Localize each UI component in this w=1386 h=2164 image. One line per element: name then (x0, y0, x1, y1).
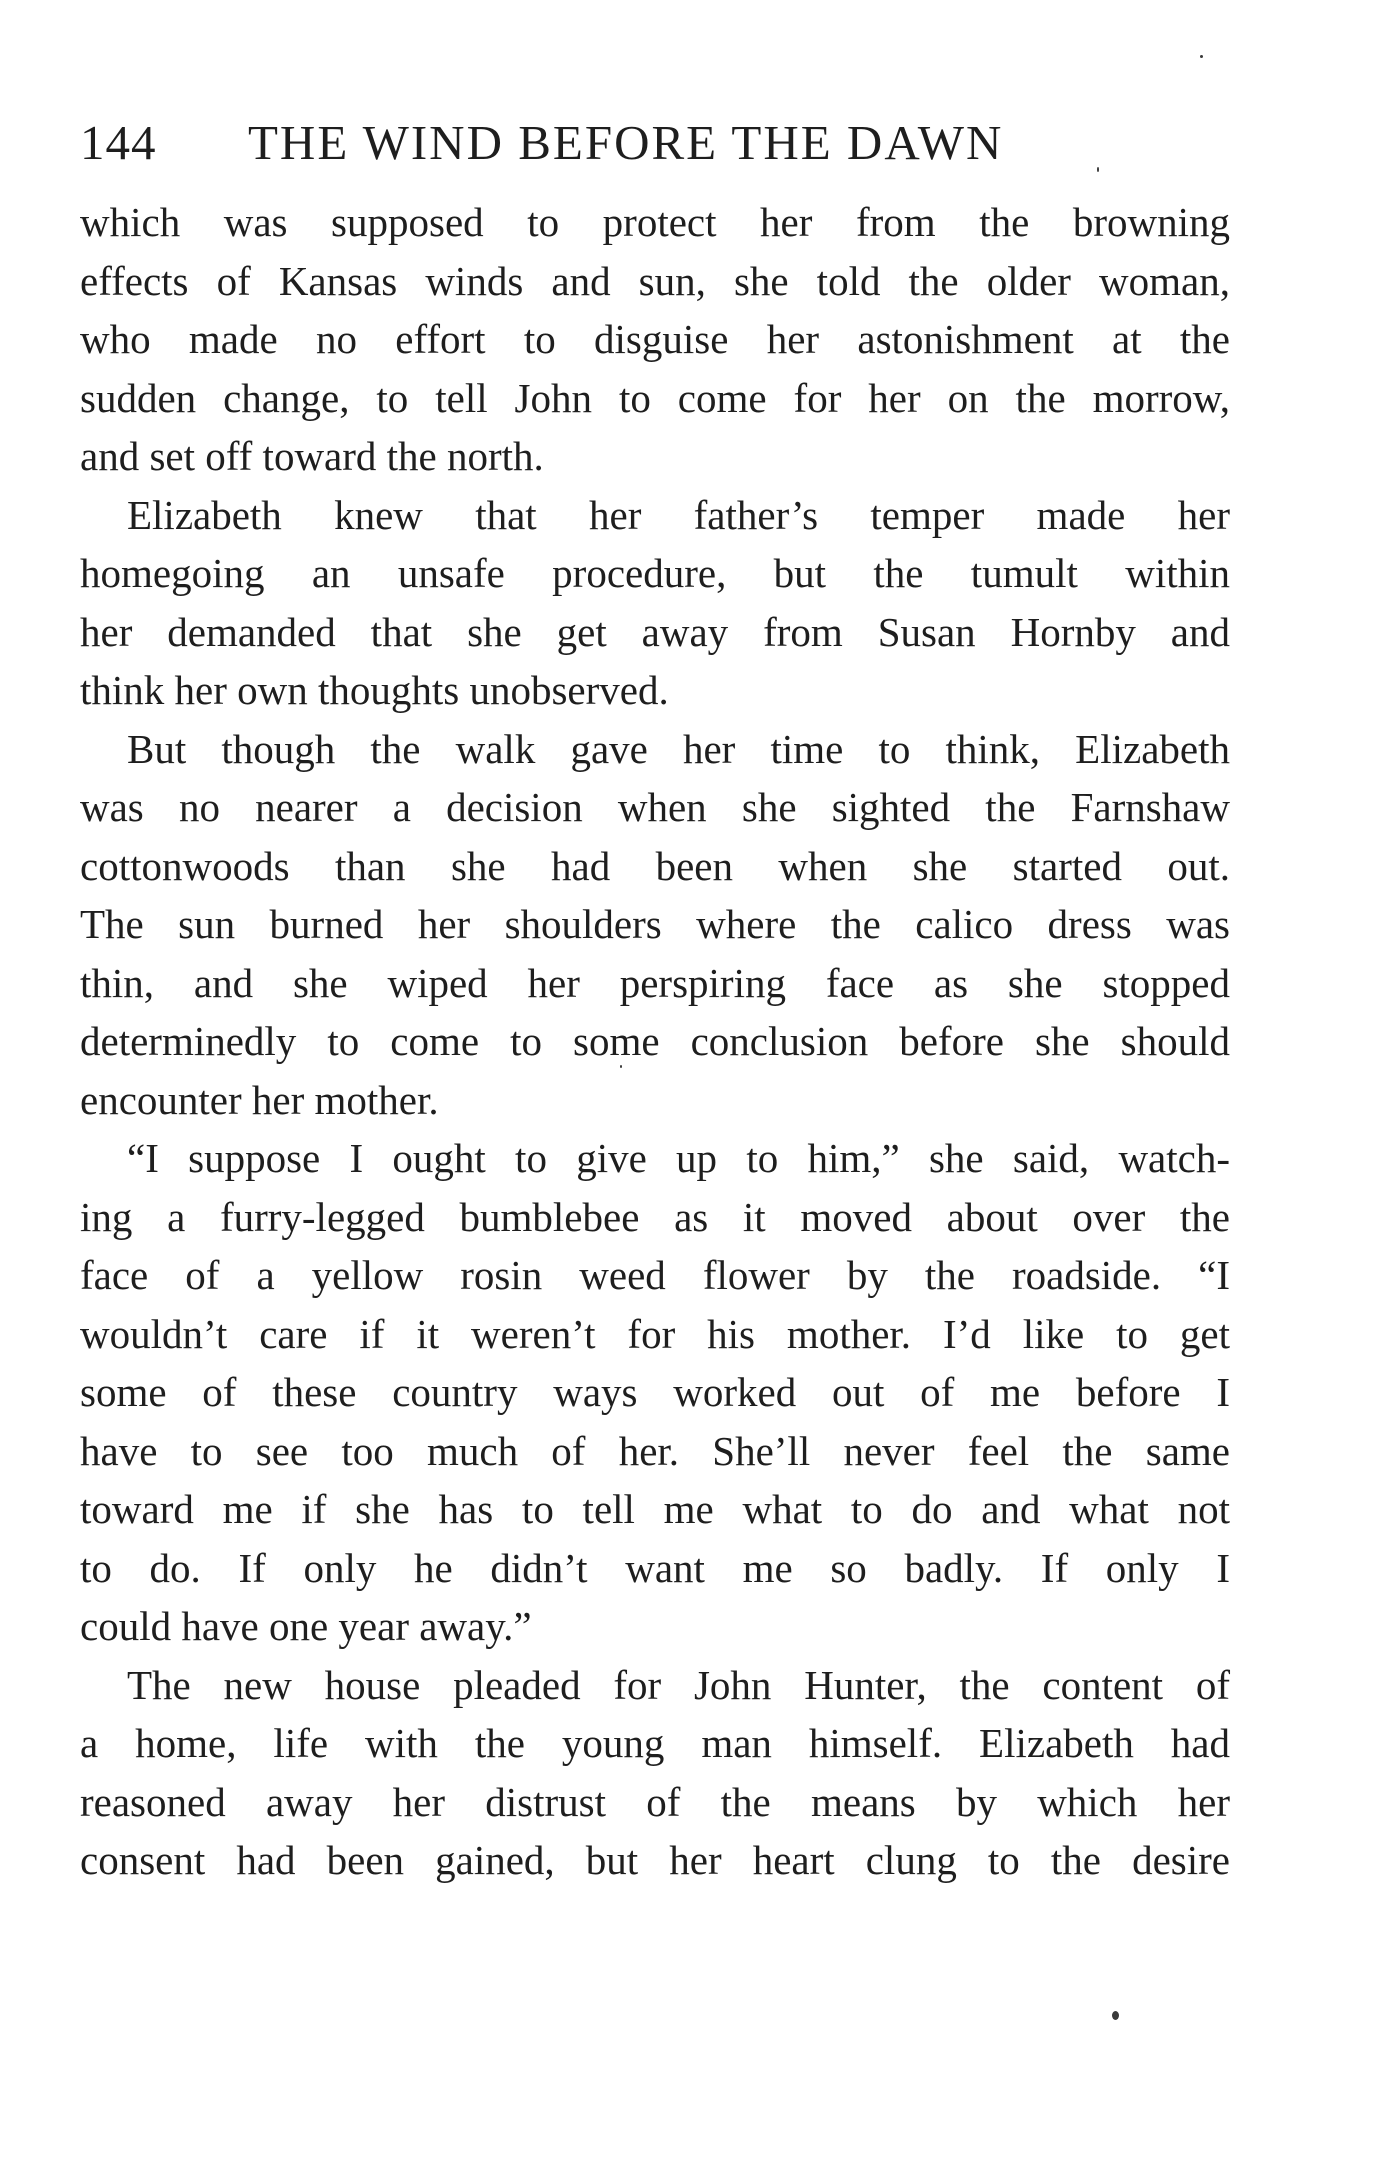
text-line: to do. If only he didn’t want me so badly. If only I (80, 1545, 1230, 1591)
text-line: have to see too much of her. She’ll never feel the same (80, 1428, 1230, 1474)
text-line: face of a yellow rosin weed flower by the roadside. “I (80, 1252, 1230, 1298)
text-line: some of these country ways worked out of me before I (80, 1369, 1230, 1415)
text-line: But though the walk gave her time to think, Elizabeth (127, 726, 1230, 772)
scan-speck (1097, 167, 1099, 172)
text-line: “I suppose I ought to give up to him,” she said, watch- (127, 1135, 1230, 1181)
text-line: and set off toward the north. (80, 433, 544, 479)
scan-speck (620, 1065, 622, 1068)
scan-speck (1200, 55, 1203, 58)
text-line: Elizabeth knew that her father’s temper made her (127, 492, 1230, 538)
text-line: effects of Kansas winds and sun, she told the older woman, (80, 258, 1230, 304)
text-line: The new house pleaded for John Hunter, the content of (127, 1662, 1230, 1708)
text-line: reasoned away her distrust of the means by which her (80, 1779, 1230, 1825)
running-head (80, 108, 1230, 178)
text-line: sudden change, to tell John to come for her on the morrow, (80, 375, 1230, 421)
text-line: could have one year away.” (80, 1603, 532, 1649)
page-number: 144 (80, 115, 157, 170)
text-line: which was supposed to protect her from the browning (80, 199, 1230, 245)
text-line: ing a furry-legged bumblebee as it moved about over the (80, 1194, 1230, 1240)
text-line: encounter her mother. (80, 1077, 439, 1123)
text-line: consent had been gained, but her heart clung to the desire (80, 1837, 1230, 1883)
text-line: determinedly to come to some conclusion before she should (80, 1018, 1230, 1064)
text-line: was no nearer a decision when she sighted the Farnshaw (80, 784, 1230, 830)
text-line: a home, life with the young man himself. Elizabeth had (80, 1720, 1230, 1766)
text-line: who made no effort to disguise her astonishment at the (80, 316, 1230, 362)
text-line: homegoing an unsafe procedure, but the tumult within (80, 550, 1230, 596)
text-line: her demanded that she get away from Susan Hornby and (80, 609, 1230, 655)
scan-speck (1112, 2011, 1119, 2020)
text-line: thin, and she wiped her perspiring face as she stopped (80, 960, 1230, 1006)
text-line: cottonwoods than she had been when she started out. (80, 843, 1230, 889)
text-line: toward me if she has to tell me what to do and what not (80, 1486, 1230, 1532)
text-line: think her own thoughts unobserved. (80, 667, 669, 713)
text-line: wouldn’t care if it weren’t for his mother. I’d like to get (80, 1311, 1230, 1357)
text-line: The sun burned her shoulders where the calico dress was (80, 901, 1230, 947)
book-title: THE WIND BEFORE THE DAWN (248, 115, 1004, 170)
